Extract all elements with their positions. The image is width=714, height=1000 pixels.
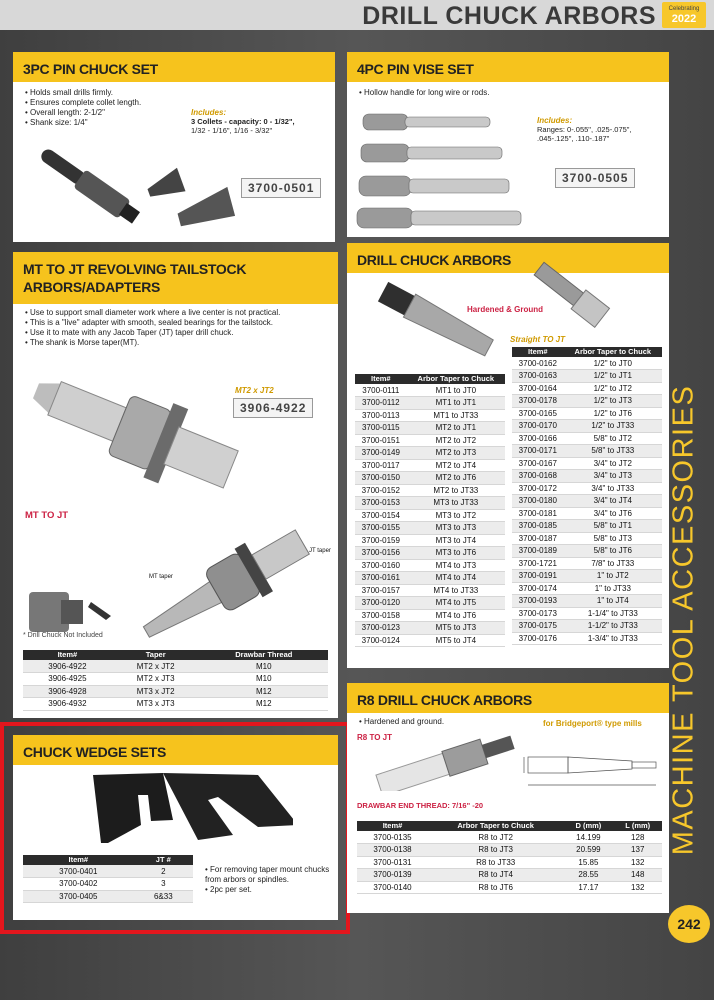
revolving-title-line: ARBORS/ADAPTERS — [23, 279, 161, 295]
table-header: Item# — [357, 821, 428, 831]
cell: MT2 to JT6 — [407, 472, 505, 485]
table-header: Arbor Taper to Chuck — [407, 374, 505, 384]
table-row — [512, 595, 662, 608]
cell: 1/2" to JT3 — [564, 395, 662, 408]
cell: 3700-0156 — [355, 547, 407, 560]
bullet: • For removing taper mount chucks from arbors or spindles. — [205, 865, 330, 885]
cell: MT5 to JT4 — [407, 634, 505, 647]
cell: MT1 to JT1 — [407, 397, 505, 410]
cell: MT2 to JT1 — [407, 422, 505, 435]
cell: MT2 to JT2 — [407, 434, 505, 447]
cell: MT3 to JT6 — [407, 547, 505, 560]
cell: 1" to JT4 — [564, 595, 662, 608]
cell: M12 — [200, 685, 328, 698]
cell: 28.55 — [563, 869, 613, 882]
cell: 3700-0167 — [512, 457, 564, 470]
table-row — [355, 384, 505, 397]
pin-chuck-part-number: 3700-0501 — [241, 178, 321, 198]
cell: MT2 to JT3 — [407, 447, 505, 460]
table-row — [355, 422, 505, 435]
cell: 3700-0161 — [355, 572, 407, 585]
includes-label: Includes: — [191, 108, 227, 117]
table-row — [512, 370, 662, 383]
cell: 3700-0131 — [357, 856, 428, 869]
cell: 3700-0111 — [355, 384, 407, 397]
table-header: Item# — [23, 855, 134, 865]
cell: 148 — [613, 869, 662, 882]
table-row — [512, 495, 662, 508]
hardened-ground-label: Hardened & Ground — [467, 305, 544, 314]
arbors-right-table — [512, 347, 662, 645]
revolving-part-number: 3906-4922 — [233, 398, 313, 418]
table-row — [355, 609, 505, 622]
table-row — [512, 445, 662, 458]
cell: 6&33 — [134, 890, 193, 903]
table-row — [355, 547, 505, 560]
table-row — [512, 570, 662, 583]
cell: 1/2" to JT1 — [564, 370, 662, 383]
cell: MT1 to JT33 — [407, 409, 505, 422]
bullet: • Holds small drills firmly. — [25, 88, 141, 98]
cell: 3700-0138 — [357, 844, 428, 857]
cell: 3700-0157 — [355, 584, 407, 597]
bullet: • Hardened and ground. — [359, 717, 444, 727]
cell: 1/2" to JT2 — [564, 382, 662, 395]
cell: MT3 x JT2 — [112, 685, 200, 698]
mt-jt-adapter-image — [133, 522, 333, 642]
table-header: JT # — [134, 855, 193, 865]
table-row — [23, 660, 328, 673]
table-row — [357, 869, 662, 882]
table-row — [355, 497, 505, 510]
table-row — [512, 482, 662, 495]
cell: 3700-0153 — [355, 497, 407, 510]
cell: MT4 to JT33 — [407, 584, 505, 597]
badge-year: 2022 — [671, 13, 697, 25]
cell: 3700-0123 — [355, 622, 407, 635]
table-row — [512, 632, 662, 645]
table-row — [355, 572, 505, 585]
bridgeport-label: for Bridgeport® type mills — [543, 719, 642, 728]
cell: MT5 to JT3 — [407, 622, 505, 635]
cell: 1" to JT2 — [564, 570, 662, 583]
r8-title: R8 DRILL CHUCK ARBORS — [347, 683, 669, 713]
bullet: • Use it to mate with any Jacob Taper (JT) taper drill chuck. — [25, 328, 333, 338]
cell: 3700-0176 — [512, 632, 564, 645]
selection-highlight — [0, 722, 350, 934]
mt-taper-label: MT taper — [149, 574, 173, 580]
table-row — [355, 559, 505, 572]
pin-vise-bullets — [359, 88, 489, 98]
cell: 17.17 — [563, 881, 613, 894]
table-row — [357, 844, 662, 857]
cell: 132 — [613, 881, 662, 894]
cell: 3906-4932 — [23, 698, 112, 711]
table-row — [355, 472, 505, 485]
table-header: Item# — [512, 347, 564, 357]
cell: MT4 to JT4 — [407, 572, 505, 585]
table-row — [512, 557, 662, 570]
cell: 1/2" to JT0 — [564, 357, 662, 370]
cell: MT3 to JT3 — [407, 522, 505, 535]
cell: 137 — [613, 844, 662, 857]
table-row — [355, 484, 505, 497]
cell: 5/8" to JT2 — [564, 432, 662, 445]
bullet: • The shank is Morse taper(MT). — [25, 338, 333, 348]
cell: R8 to JT4 — [428, 869, 563, 882]
cell: MT4 to JT3 — [407, 559, 505, 572]
cell: 3700-0160 — [355, 559, 407, 572]
drill-chuck-note: * Drill Chuck Not Included — [23, 632, 103, 639]
cell: 3700-0189 — [512, 545, 564, 558]
table-row — [357, 881, 662, 894]
cell: 3700-0150 — [355, 472, 407, 485]
bullet: • Use to support small diameter work where a live center is not practical. — [25, 308, 333, 318]
bullet: • Hollow handle for long wire or rods. — [359, 88, 489, 98]
revolving-title — [13, 252, 338, 304]
cell: R8 to JT6 — [428, 881, 563, 894]
cell: 3/4" to JT6 — [564, 507, 662, 520]
drawbar-label: DRAWBAR END THREAD: 7/16" -20 — [357, 801, 484, 810]
cell: 3700-0162 — [512, 357, 564, 370]
table-row — [512, 607, 662, 620]
includes-line: Ranges: 0-.055", .025-.075", — [537, 125, 632, 134]
cell: MT3 to JT2 — [407, 509, 505, 522]
cell: MT1 to JT0 — [407, 384, 505, 397]
table-row — [357, 831, 662, 844]
cell: 3700-0151 — [355, 434, 407, 447]
revolving-table — [23, 650, 328, 711]
pin-vise-panel — [347, 52, 669, 237]
cell: 3700-0124 — [355, 634, 407, 647]
table-row — [512, 457, 662, 470]
arbor-image-1 — [375, 273, 505, 373]
table-row — [23, 698, 328, 711]
cell: 3700-0191 — [512, 570, 564, 583]
arbors-left-table — [355, 374, 505, 647]
cell: 15.85 — [563, 856, 613, 869]
cell: 3 — [134, 878, 193, 891]
arbors-panel — [347, 243, 669, 668]
cell: 3700-0164 — [512, 382, 564, 395]
cell: MT3 to JT33 — [407, 497, 505, 510]
cell: 3/4" to JT33 — [564, 482, 662, 495]
bullet: • 2pc per set. — [205, 885, 330, 895]
cell: 1" to JT33 — [564, 582, 662, 595]
cell: MT3 x JT3 — [112, 698, 200, 711]
table-row — [512, 420, 662, 433]
cell: 14.199 — [563, 831, 613, 844]
cell: 3700-0181 — [512, 507, 564, 520]
cell: MT2 x JT2 — [112, 660, 200, 673]
cell: 1-3/4" to JT33 — [564, 632, 662, 645]
table-row — [355, 447, 505, 460]
cell: 3700-0170 — [512, 420, 564, 433]
table-header: L (mm) — [613, 821, 662, 831]
pin-chuck-panel — [13, 52, 335, 242]
jt-taper-label: JT taper — [309, 548, 331, 554]
cell: 3700-0180 — [512, 495, 564, 508]
table-row — [512, 532, 662, 545]
straight-to-jt-label: Straight TO JT — [510, 335, 565, 344]
table-row — [355, 509, 505, 522]
revolving-title-line: MT TO JT REVOLVING TAILSTOCK — [23, 261, 247, 277]
cell: MT3 to JT4 — [407, 534, 505, 547]
pin-chuck-image — [23, 132, 243, 237]
table-row — [512, 382, 662, 395]
cell: 3700-0154 — [355, 509, 407, 522]
r8-arbor-image — [365, 731, 525, 791]
cell: 3/4" to JT3 — [564, 470, 662, 483]
cell: 3700-0401 — [23, 865, 134, 878]
pin-chuck-includes — [191, 108, 295, 135]
table-row — [512, 395, 662, 408]
cell: 3700-0168 — [512, 470, 564, 483]
table-row — [355, 434, 505, 447]
table-row — [355, 459, 505, 472]
mt-to-jt-label: MT TO JT — [25, 510, 69, 521]
table-row — [355, 409, 505, 422]
cell: 5/8" to JT1 — [564, 520, 662, 533]
side-title — [664, 360, 704, 880]
cell: 3700-0140 — [357, 881, 428, 894]
table-row — [512, 520, 662, 533]
cell: 3700-0174 — [512, 582, 564, 595]
table-row — [512, 470, 662, 483]
revolving-caption: MT2 x JT2 — [235, 386, 274, 395]
revolving-bullets — [25, 308, 333, 348]
cell: 3906-4922 — [23, 660, 112, 673]
cell: 3700-0175 — [512, 620, 564, 633]
cell: R8 to JT33 — [428, 856, 563, 869]
celebration-badge — [662, 2, 706, 28]
page-number: 242 — [668, 905, 710, 943]
table-row — [23, 673, 328, 686]
cell: 3/4" to JT4 — [564, 495, 662, 508]
cell: 3700-0171 — [512, 445, 564, 458]
cell: 1/2" to JT6 — [564, 407, 662, 420]
cell: 3700-0155 — [355, 522, 407, 535]
r8-to-jt-label: R8 TO JT — [357, 733, 392, 742]
table-row — [355, 522, 505, 535]
r8-panel — [347, 683, 669, 913]
cell: R8 to JT3 — [428, 844, 563, 857]
cell: 132 — [613, 856, 662, 869]
table-row — [512, 582, 662, 595]
page-title: DRILL CHUCK ARBORS — [362, 2, 656, 30]
pin-vise-includes — [537, 116, 632, 143]
table-row — [512, 545, 662, 558]
cell: 3700-0149 — [355, 447, 407, 460]
bullet: • Ensures complete collet length. — [25, 98, 141, 108]
cell: 3700-0187 — [512, 532, 564, 545]
pin-vise-part-number: 3700-0505 — [555, 168, 635, 188]
cell: 128 — [613, 831, 662, 844]
cell: 3700-0152 — [355, 484, 407, 497]
table-row — [355, 597, 505, 610]
bullet: • Shank size: 1/4" — [25, 118, 141, 128]
includes-line: 3 Collets - capacity: 0 - 1/32", — [191, 117, 295, 126]
cell: 3906-4925 — [23, 673, 112, 686]
table-row — [355, 584, 505, 597]
cell: MT2 x JT3 — [112, 673, 200, 686]
cell: MT4 to JT5 — [407, 597, 505, 610]
arbors-title: DRILL CHUCK ARBORS — [347, 243, 669, 273]
cell: 3700-0405 — [23, 890, 134, 903]
pin-chuck-bullets — [25, 88, 141, 128]
revolving-panel — [13, 252, 338, 718]
side-title-text: MACHINE TOOL ACCESSORIES — [667, 384, 700, 856]
cell: 3700-0115 — [355, 422, 407, 435]
cell: 3700-0117 — [355, 459, 407, 472]
table-row — [512, 407, 662, 420]
cell: 3700-0166 — [512, 432, 564, 445]
cell: 3700-0185 — [512, 520, 564, 533]
cell: 3700-0193 — [512, 595, 564, 608]
r8-bullets — [359, 717, 444, 727]
table-header: Item# — [355, 374, 407, 384]
cell: 3700-0112 — [355, 397, 407, 410]
cell: R8 to JT2 — [428, 831, 563, 844]
cell: 1-1/4" to JT33 — [564, 607, 662, 620]
cell: 3906-4928 — [23, 685, 112, 698]
cell: 3700-0178 — [512, 395, 564, 408]
r8-table — [357, 821, 662, 894]
cell: 3700-0135 — [357, 831, 428, 844]
cell: 3700-0158 — [355, 609, 407, 622]
table-row — [355, 534, 505, 547]
cell: 3700-0172 — [512, 482, 564, 495]
table-row — [23, 685, 328, 698]
cell: 3700-0139 — [357, 869, 428, 882]
cell: 5/8" to JT3 — [564, 532, 662, 545]
bullet: • Overall length: 2-1/2" — [25, 108, 141, 118]
cell: 3700-0165 — [512, 407, 564, 420]
table-row — [512, 432, 662, 445]
includes-label: Includes: — [537, 116, 573, 125]
table-header: Taper — [112, 650, 200, 660]
table-row — [512, 357, 662, 370]
table-row — [355, 622, 505, 635]
table-row — [355, 397, 505, 410]
cell: 3700-0173 — [512, 607, 564, 620]
cell: 5/8" to JT33 — [564, 445, 662, 458]
table-row — [357, 856, 662, 869]
cell: 5/8" to JT6 — [564, 545, 662, 558]
cell: 3/4" to JT2 — [564, 457, 662, 470]
cell: 3700-0163 — [512, 370, 564, 383]
cell: 7/8" to JT33 — [564, 557, 662, 570]
cell: 1/2" to JT33 — [564, 420, 662, 433]
cell: MT2 to JT33 — [407, 484, 505, 497]
cell: MT2 to JT4 — [407, 459, 505, 472]
table-row — [355, 634, 505, 647]
table-header: D (mm) — [563, 821, 613, 831]
cell: 3700-0120 — [355, 597, 407, 610]
arbor-image-2 — [525, 249, 615, 339]
table-header: Drawbar Thread — [200, 650, 328, 660]
cell: M10 — [200, 660, 328, 673]
table-row — [512, 507, 662, 520]
badge-top-text: Celebrating — [668, 6, 700, 12]
table-row — [512, 620, 662, 633]
cell: 1-1/2" to JT33 — [564, 620, 662, 633]
pin-chuck-title: 3PC PIN CHUCK SET — [13, 52, 335, 82]
bullet: • This is a "live" adapter with smooth, sealed bearings for the tailstock. — [25, 318, 333, 328]
r8-diagram — [522, 737, 662, 797]
cell: 20.599 — [563, 844, 613, 857]
revolving-center-image — [28, 352, 248, 512]
pin-vise-image — [355, 102, 535, 232]
wedge-title: CHUCK WEDGE SETS — [13, 735, 338, 765]
table-header: Arbor Taper to Chuck — [564, 347, 662, 357]
cell: MT4 to JT6 — [407, 609, 505, 622]
cell: 3700-1721 — [512, 557, 564, 570]
cell: 3700-0159 — [355, 534, 407, 547]
table-header: Item# — [23, 650, 112, 660]
includes-line: .045-.125", .110-.187" — [537, 134, 610, 143]
pin-vise-title: 4PC PIN VISE SET — [347, 52, 669, 82]
table-header: Arbor Taper to Chuck — [428, 821, 563, 831]
cell: 3700-0113 — [355, 409, 407, 422]
cell: 3700-0402 — [23, 878, 134, 891]
cell: M12 — [200, 698, 328, 711]
cell: 2 — [134, 865, 193, 878]
includes-line: 1/32 - 1/16", 1/16 - 3/32" — [191, 126, 273, 135]
cell: M10 — [200, 673, 328, 686]
